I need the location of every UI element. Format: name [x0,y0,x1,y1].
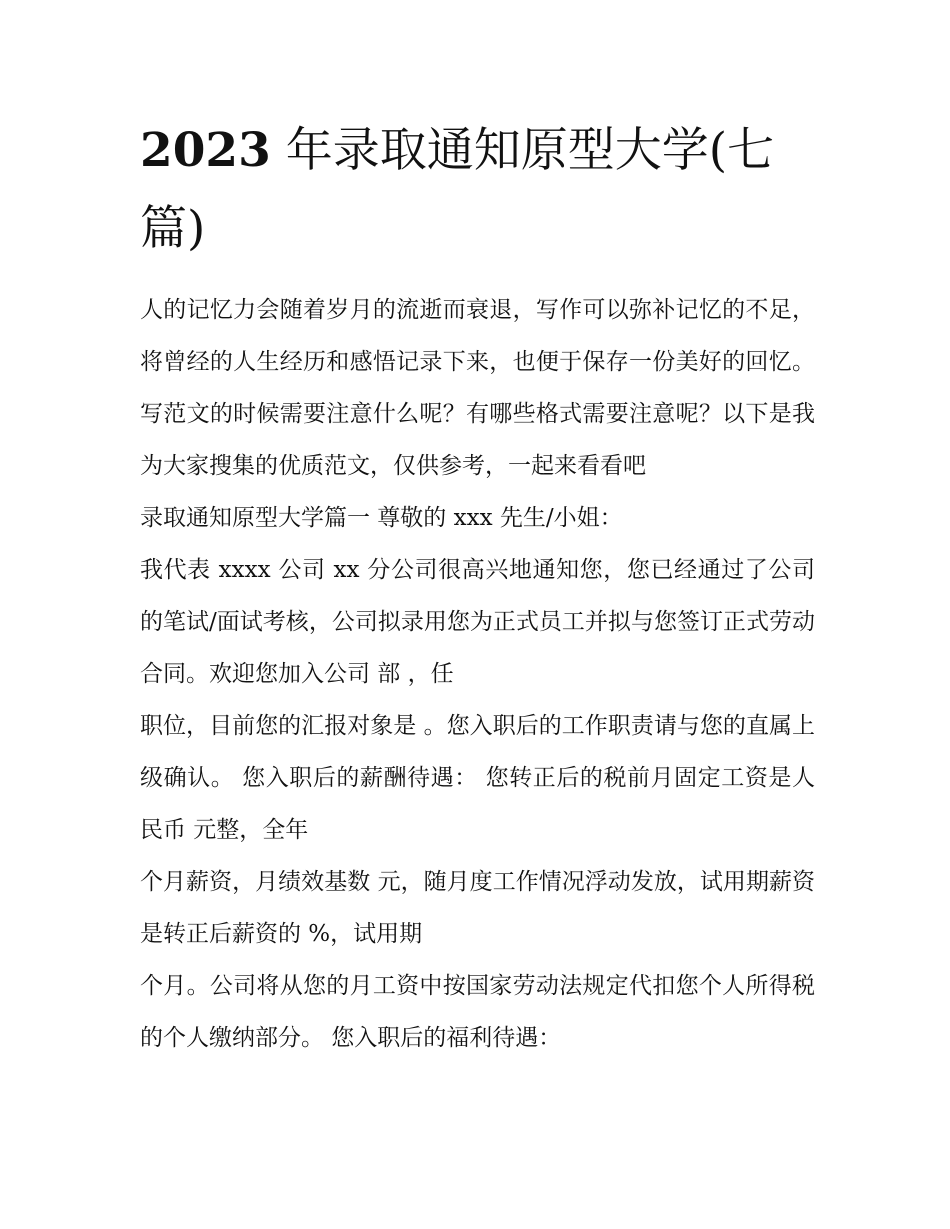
intro-paragraph: 人的记忆力会随着岁月的流逝而衰退，写作可以弥补记忆的不足，将曾经的人生经历和感悟记录下来，也便于保存一份美好的回忆。写范文的时候需要注意什么呢？有哪些格式需要注意呢？以下是我为大家搜集的优质范文，仅供参考，一起来看看吧 [140,297,815,479]
document-title [140,112,815,268]
body-paragraph-3: 职位，目前您的汇报对象是 。您入职后的工作职责请与您的直属上级确认。 您入职后的薪酬待遇： 您转正后的税前月固定工资是人民币 元整，全年 [140,713,815,843]
body-paragraph-2: 我代表 xxxx 公司 xx 分公司很高兴地通知您，您已经通过了公司的笔试/面试考核，公司拟录用您为正式员工并拟与您签订正式劳动合同。欢迎您加入公司 部 ，任 [140,557,815,687]
body-paragraph-4: 个月薪资，月绩效基数 元，随月度工作情况浮动发放，试用期薪资是转正后薪资的 %，试用期 [140,869,815,947]
title-text: 年录取通知原型大学(七篇) [140,123,775,256]
document-page [140,112,815,1064]
body-paragraph-5: 个月。公司将从您的月工资中按国家劳动法规定代扣您个人所得税的个人缴纳部分。 您入职后的福利待遇： [140,973,815,1051]
title-year: 2023 [140,123,271,178]
body-paragraph-1: 录取通知原型大学篇一 尊敬的 xxx 先生/小姐： [140,505,623,531]
